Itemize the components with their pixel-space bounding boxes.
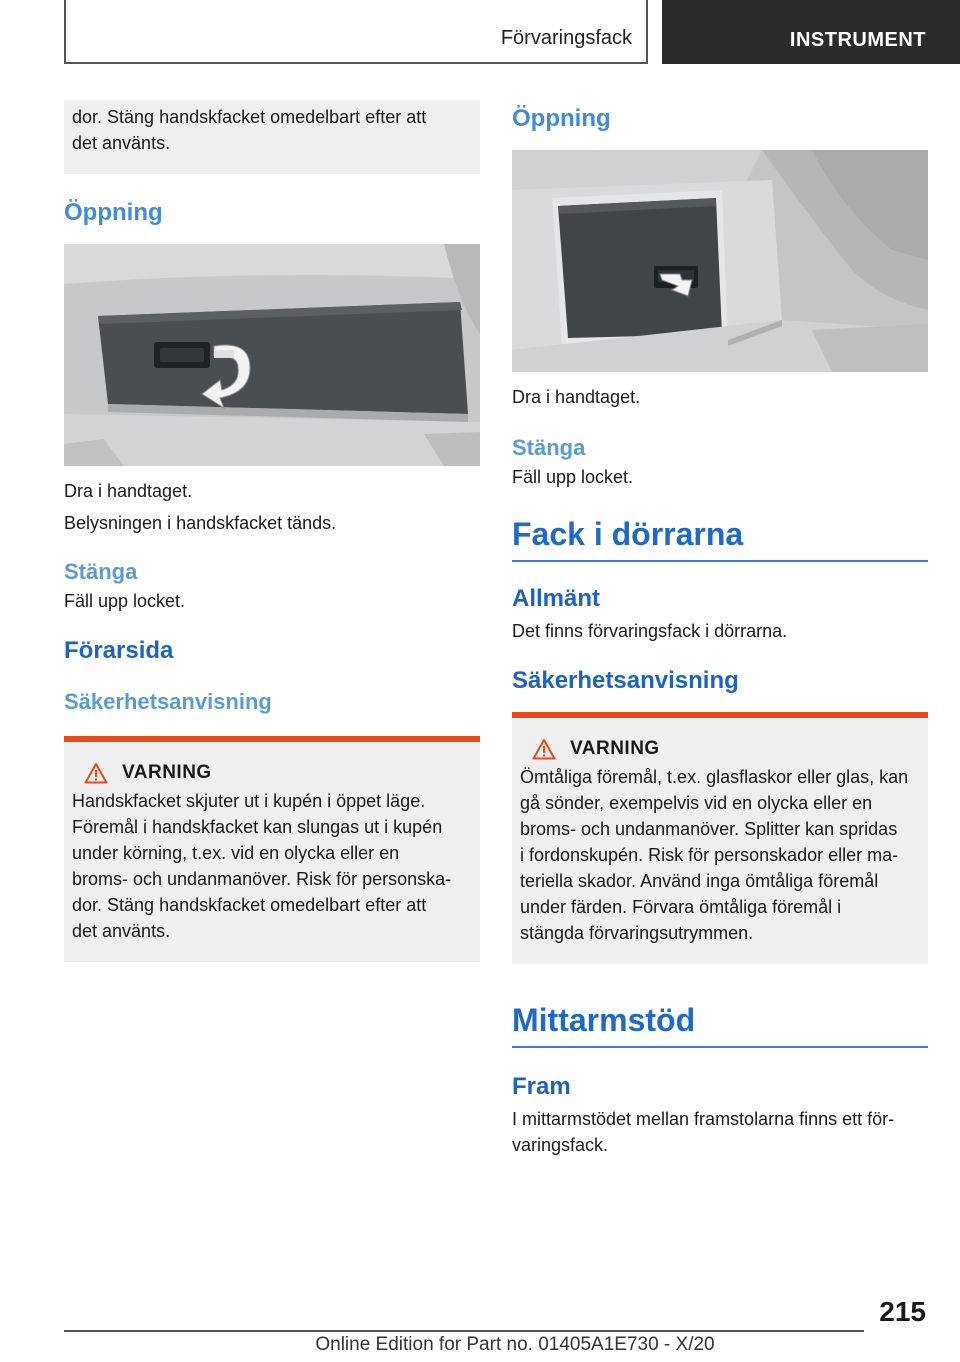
header-section-box bbox=[64, 0, 648, 64]
light-on-text: Belysningen i handskfacket tänds. bbox=[64, 513, 337, 533]
armrest-text-line-1: I mittarmstödet mellan framstolarna finns ett för- bbox=[512, 1109, 895, 1129]
warning-line: det använts. bbox=[72, 921, 171, 941]
glovebox-handle-illustration bbox=[64, 244, 480, 466]
glovebox-figure-svg bbox=[64, 244, 480, 466]
warning-line: under körning, t.ex. vid en olycka eller en bbox=[72, 843, 400, 863]
heading-center-armrest: Mittarmstöd bbox=[512, 1002, 696, 1038]
footer-edition: Online Edition for Part no. 01405A1E730 - X/20 bbox=[315, 1334, 715, 1355]
continued-warning-line-1: dor. Stäng handskfacket omedelbart efter att bbox=[72, 107, 427, 127]
pull-handle-text: Dra i handtaget. bbox=[64, 481, 193, 501]
heading-front: Fram bbox=[512, 1073, 571, 1100]
warning-triangle-icon bbox=[532, 738, 556, 760]
header-chapter-box bbox=[662, 0, 960, 64]
heading-close: Stänga bbox=[64, 559, 138, 584]
warning-box-left bbox=[64, 736, 480, 962]
heading-safety-left: Säkerhetsanvisning bbox=[64, 689, 272, 714]
warning-line: under färden. Förvara ömtåliga föremål i bbox=[520, 897, 842, 917]
heading-safety-right: Säkerhetsanvisning bbox=[512, 667, 739, 694]
pull-handle-text-right: Dra i handtaget. bbox=[512, 387, 641, 407]
heading-opening: Öppning bbox=[64, 199, 163, 226]
warning-line: Ömtåliga föremål, t.ex. glasflaskor eller glas, kan bbox=[520, 767, 909, 787]
header-section-title: Förvaringsfack bbox=[500, 27, 632, 49]
door-pockets-text: Det finns förvaringsfack i dörrarna. bbox=[512, 621, 788, 641]
heading-opening-right: Öppning bbox=[512, 105, 611, 132]
close-text: Fäll upp locket. bbox=[64, 591, 186, 611]
warning-title-right: VARNING bbox=[570, 738, 660, 759]
warning-header-left bbox=[84, 762, 472, 784]
warning-line: broms- och undanmanöver. Splitter kan spridas bbox=[520, 819, 898, 839]
warning-line: broms- och undanmanöver. Risk för personska- bbox=[72, 869, 452, 889]
driver-compartment-figure-svg bbox=[512, 150, 928, 372]
center-armrest-rule bbox=[512, 1046, 928, 1048]
heading-driver-side: Förarsida bbox=[64, 637, 174, 664]
warning-title-left: VARNING bbox=[122, 762, 212, 783]
warning-line: Föremål i handskfacket kan slungas ut i kupén bbox=[72, 817, 443, 837]
door-pockets-rule bbox=[512, 560, 928, 562]
footer-rule bbox=[64, 1330, 864, 1332]
continued-warning-line-2: det använts. bbox=[72, 133, 171, 153]
heading-general: Allmänt bbox=[512, 585, 601, 612]
header-chapter-title: INSTRUMENT bbox=[789, 29, 926, 51]
right-column bbox=[512, 100, 928, 1158]
warning-header-right bbox=[532, 738, 920, 760]
page-number: 215 bbox=[879, 1296, 926, 1327]
warning-line: gå sönder, exempelvis vid en olycka eller en bbox=[520, 793, 873, 813]
left-column bbox=[64, 100, 480, 962]
heading-door-pockets: Fack i dörrarna bbox=[512, 516, 744, 552]
warning-triangle-icon bbox=[84, 762, 108, 784]
warning-line: i fordonskupén. Risk för personskador eller ma- bbox=[520, 845, 899, 865]
warning-line: dor. Stäng handskfacket omedelbart efter att bbox=[72, 895, 427, 915]
warning-line: stängda förvaringsutrymmen. bbox=[520, 923, 754, 943]
heading-close-right: Stänga bbox=[512, 435, 586, 460]
close-text-right: Fäll upp locket. bbox=[512, 467, 634, 487]
warning-box-right bbox=[512, 712, 928, 964]
driver-side-compartment-illustration bbox=[512, 150, 928, 372]
armrest-text-line-2: varingsfack. bbox=[512, 1135, 609, 1155]
warning-line: teriella skador. Använd inga ömtåliga föremål bbox=[520, 871, 879, 891]
warning-line: Handskfacket skjuter ut i kupén i öppet läge. bbox=[72, 791, 426, 811]
continued-warning-box bbox=[64, 100, 480, 174]
